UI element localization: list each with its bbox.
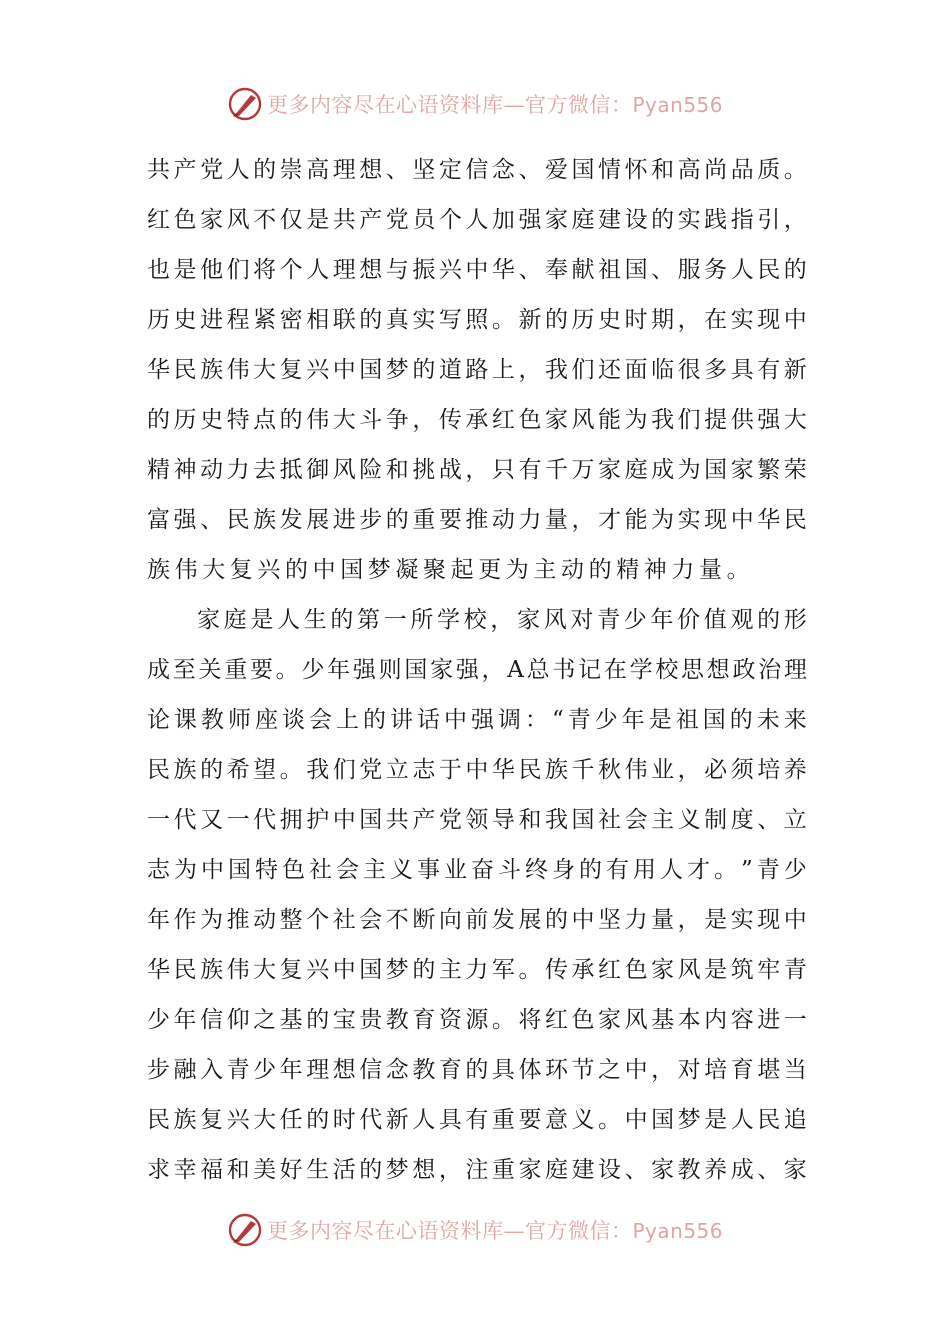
text-line: 志 为 中 国 特 色 社 会 主 义 事 业 奋 斗 终 身 的 有 用 人 才 。 ” 青 少: [147, 857, 807, 883]
text-line: 共 产 党 人 的 崇 高 理 想 、 坚 定 信 念 、 爱 国 情 怀 和 高 尚 品 质 。: [147, 157, 807, 183]
text-line: 论 课 教 师 座 谈 会 上 的 讲 话 中 强 调 ： “ 青 少 年 是 祖 国 的 未 来: [147, 707, 807, 733]
footer-watermark-cn: 更多内容尽在心语资料库—官方微信：: [266, 1219, 633, 1243]
text-line: 家 庭 是 人 生 的 第 一 所 学 校 ， 家 风 对 青 少 年 价 值 观 的 形: [197, 607, 807, 633]
text-line: 少 年 信 仰 之 基 的 宝 贵 教 育 资 源 。 将 红 色 家 风 基 本 内 容 进 一: [147, 1007, 807, 1033]
text-line: 也 是 他 们 将 个 人 理 想 与 振 兴 中 华 、 奉 献 祖 国 、 服 务 人 民 的: [147, 257, 807, 283]
footer-watermark-wechat-id: Pyan556: [632, 1219, 723, 1243]
text-line: 历 史 进 程 紧 密 相 联 的 真 实 写 照 。 新 的 历 史 时 期 ， 在 实 现 中: [147, 307, 807, 333]
text-line: 民 族 复 兴 大 任 的 时 代 新 人 具 有 重 要 意 义 。 中 国 梦 是 人 民 追: [147, 1107, 807, 1133]
pen-nib-logo-icon: [227, 1212, 263, 1248]
text-line: 华 民 族 伟 大 复 兴 中 国 梦 的 主 力 军 。 传 承 红 色 家 风 是 筑 牢 青: [147, 957, 807, 983]
text-line: 一 代 又 一 代 拥 护 中 国 共 产 党 领 导 和 我 国 社 会 主 义 制 度 、 立: [147, 807, 807, 833]
pen-nib-logo-icon: [227, 86, 263, 122]
text-line: 精 神 动 力 去 抵 御 风 险 和 挑 战 ， 只 有 千 万 家 庭 成 为 国 家 繁 荣: [147, 457, 807, 483]
header-watermark-wechat-id: Pyan556: [632, 93, 723, 117]
document-body: [147, 145, 807, 1195]
text-line: 富 强 、 民 族 发 展 进 步 的 重 要 推 动 力 量 ， 才 能 为 实 现 中 华 民: [147, 507, 807, 533]
text-line: 步 融 入 青 少 年 理 想 信 念 教 育 的 具 体 环 节 之 中 ， 对 培 育 堪 当: [147, 1057, 807, 1083]
text-line: 成 至 关 重 要 。 少 年 强 则 国 家 强 ， A 总 书 记 在 学 校 思 想 政 治 理: [147, 657, 807, 683]
text-line: 年 作 为 推 动 整 个 社 会 不 断 向 前 发 展 的 中 坚 力 量 ， 是 实 现 中: [147, 907, 807, 933]
text-line: 求 幸 福 和 美 好 生 活 的 梦 想 ， 注 重 家 庭 建 设 、 家 教 养 成 、 家: [147, 1157, 807, 1183]
footer-watermark-banner: [0, 1210, 950, 1250]
text-line: 的 历 史 特 点 的 伟 大 斗 争 ， 传 承 红 色 家 风 能 为 我 们 提 供 强 大: [147, 407, 807, 433]
header-watermark-cn: 更多内容尽在心语资料库—官方微信：: [266, 93, 633, 117]
header-watermark-text: [267, 89, 723, 119]
text-line: 民 族 的 希 望 。 我 们 党 立 志 于 中 华 民 族 千 秋 伟 业 ， 必 须 培 养: [147, 757, 807, 783]
footer-watermark-text: [267, 1215, 723, 1245]
text-line: 族伟大复兴的中国梦凝聚起更为主动的精神力量。: [147, 557, 755, 583]
header-watermark-banner: [0, 84, 950, 124]
text-line: 华 民 族 伟 大 复 兴 中 国 梦 的 道 路 上 ， 我 们 还 面 临 很 多 具 有 新: [147, 357, 807, 383]
text-line: 红 色 家 风 不 仅 是 共 产 党 员 个 人 加 强 家 庭 建 设 的 实 践 指 引 ，: [147, 207, 807, 233]
